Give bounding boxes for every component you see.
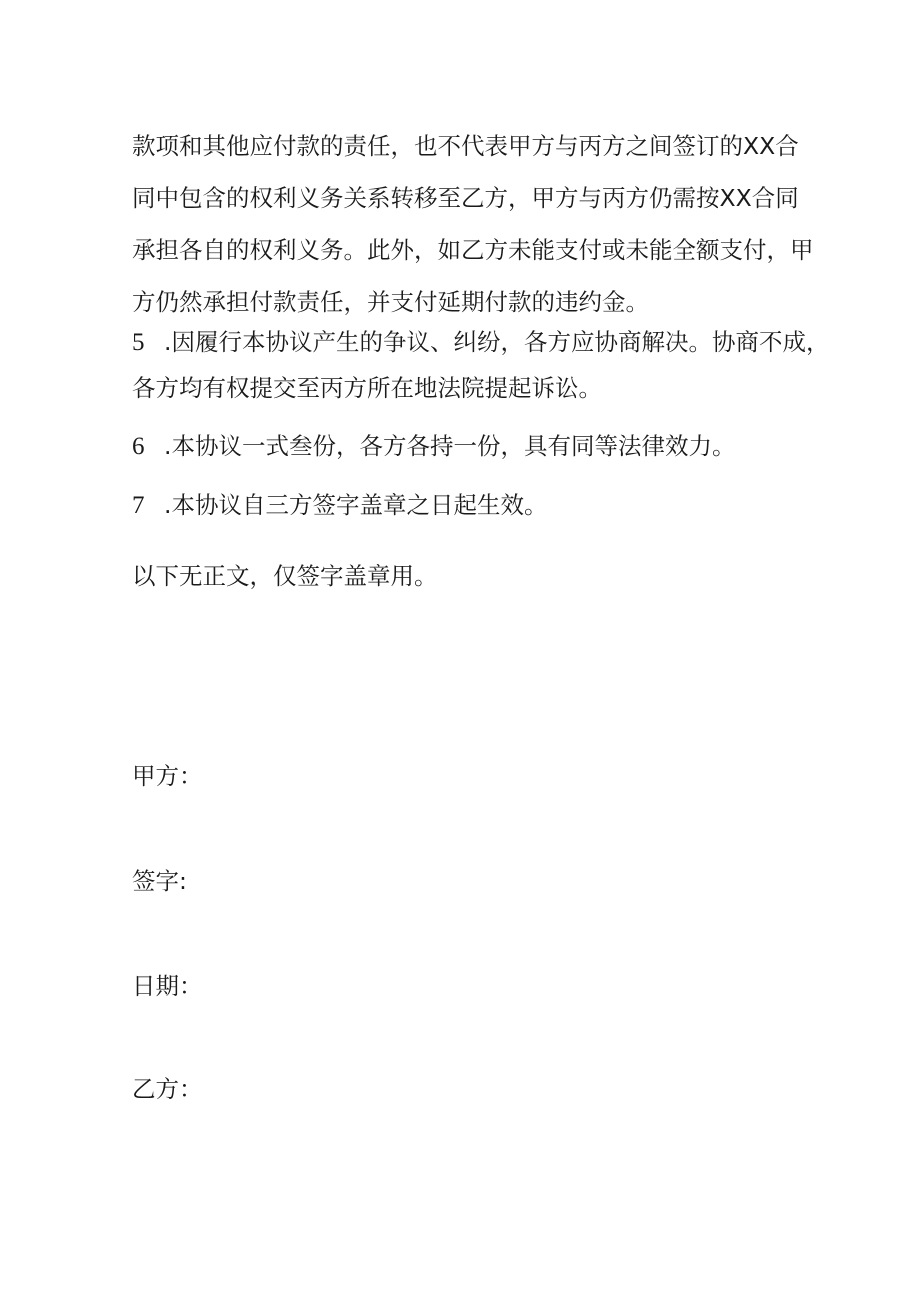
- closing-note: 以下无正文，仅签字盖章用。: [132, 562, 438, 590]
- clause-7: [132, 487, 812, 533]
- continued-paragraph: [132, 128, 814, 336]
- signature-label: 签字:: [132, 867, 187, 895]
- paragraph-line: 承担各自的权利义务。此外，如乙方未能支付或未能全额支付，甲: [132, 236, 814, 264]
- clause-text: .因履行本协议产生的争议、纠纷，各方应协商解决。协商不成，: [164, 328, 830, 356]
- clause-6: [132, 428, 812, 474]
- clause-text: .本协议自三方签字盖章之日起生效。: [164, 491, 548, 519]
- clause-text: .本协议一式叁份，各方各持一份，具有同等法律效力。: [164, 432, 736, 460]
- clause-number: 7: [132, 492, 145, 519]
- paragraph-line: 同中包含的权利义务关系转移至乙方，甲方与丙方仍需按XX合同: [132, 184, 799, 212]
- clause-line: [132, 487, 812, 533]
- party-a-label: 甲方：: [132, 762, 203, 790]
- clause-number: 5: [132, 329, 145, 356]
- clause-5: [132, 324, 830, 416]
- paragraph-line: 方仍然承担付款责任，并支付延期付款的违约金。: [132, 288, 649, 316]
- clause-number: 6: [132, 433, 145, 460]
- party-b-label: 乙方：: [132, 1075, 203, 1103]
- clause-line: [132, 324, 830, 370]
- date-label: 日期：: [132, 972, 203, 1000]
- clause-line: [132, 428, 812, 474]
- clause-line: 各方均有权提交至丙方所在地法院提起诉讼。: [132, 374, 602, 402]
- paragraph-line: 款项和其他应付款的责任，也不代表甲方与丙方之间签订的XX合: [132, 132, 799, 160]
